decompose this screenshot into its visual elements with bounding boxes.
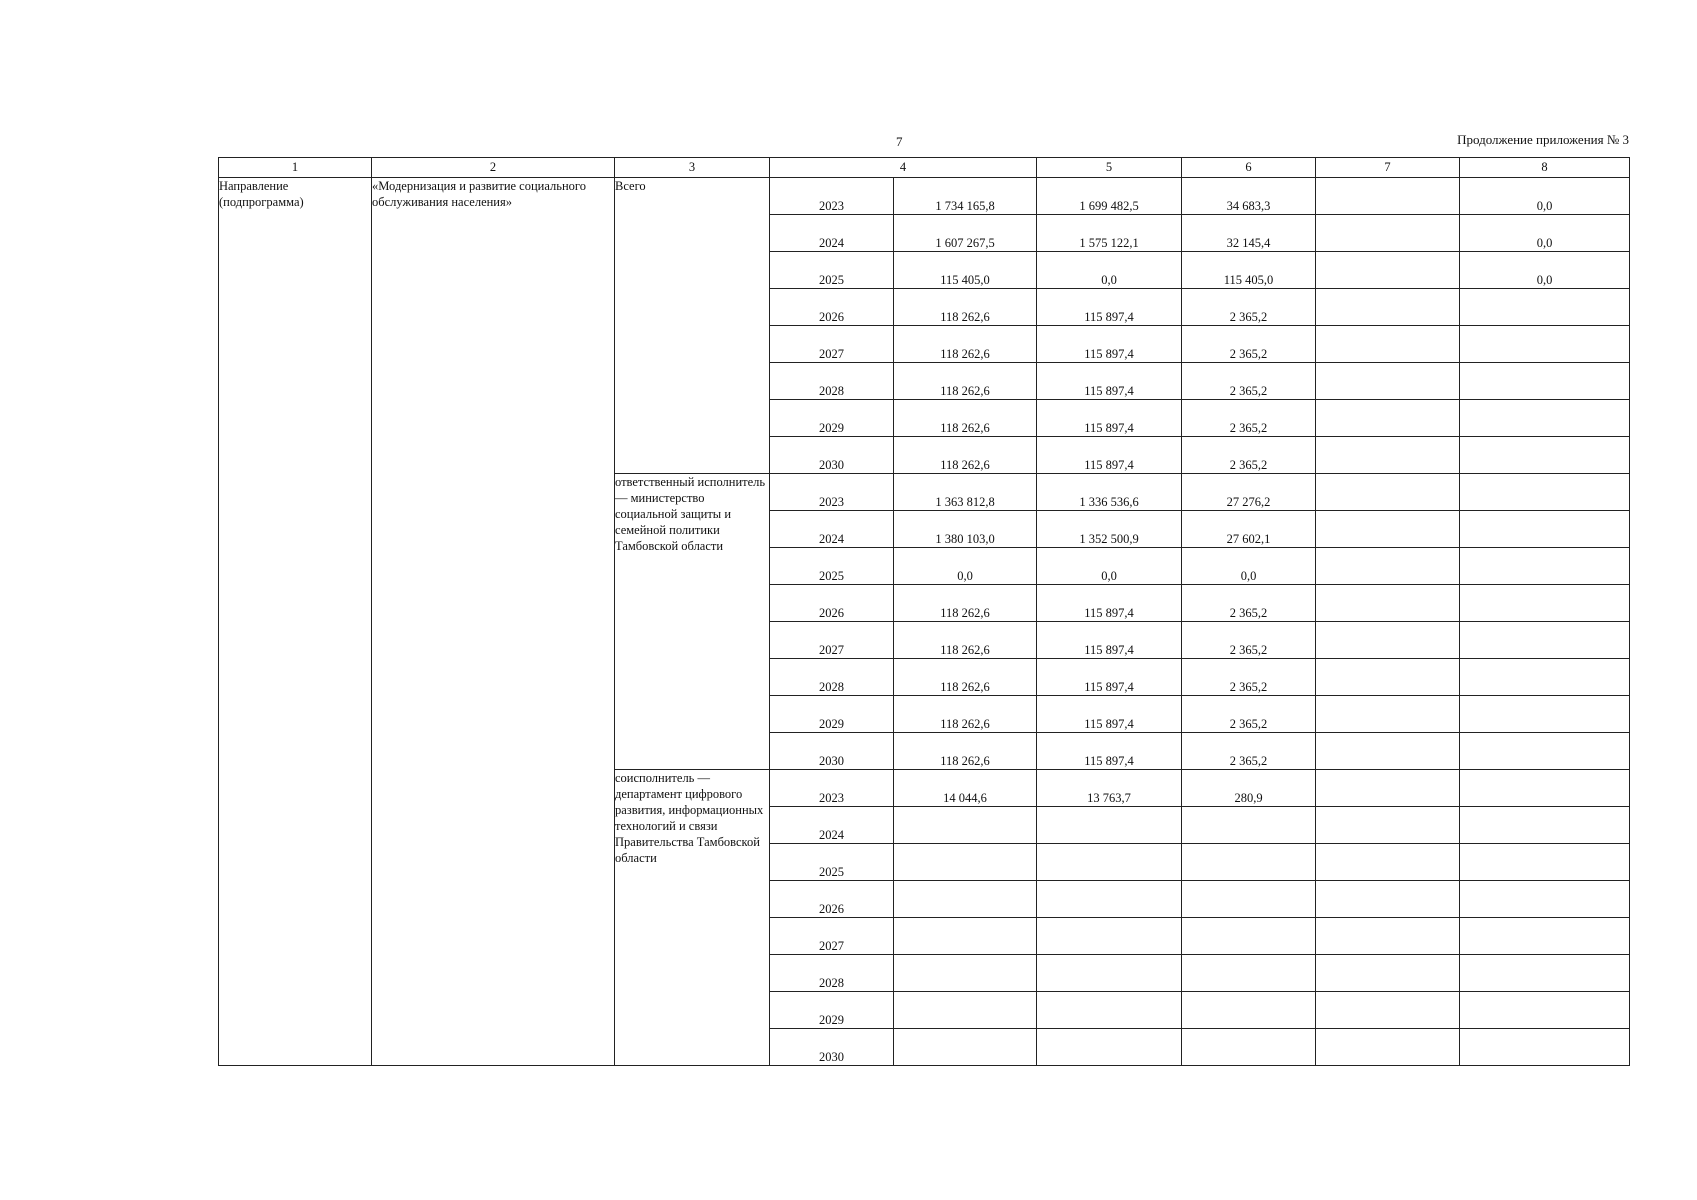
year-cell: 2030 <box>770 733 894 770</box>
col5-amount-cell: 0,0 <box>1037 548 1182 585</box>
total-amount-cell: 1 607 267,5 <box>894 215 1037 252</box>
col7-amount-cell <box>1316 659 1460 696</box>
header-col-6: 6 <box>1182 158 1316 178</box>
col7-amount-cell <box>1316 881 1460 918</box>
table-body <box>219 178 1630 1066</box>
col8-amount-cell <box>1460 1029 1630 1066</box>
total-amount-cell: 118 262,6 <box>894 289 1037 326</box>
col6-amount-cell: 34 683,3 <box>1182 178 1316 215</box>
col5-amount-cell: 1 336 536,6 <box>1037 474 1182 511</box>
col5-amount-cell: 1 575 122,1 <box>1037 215 1182 252</box>
col6-amount-cell <box>1182 955 1316 992</box>
year-cell: 2029 <box>770 400 894 437</box>
col8-amount-cell <box>1460 881 1630 918</box>
total-amount-cell <box>894 992 1037 1029</box>
col5-amount-cell: 13 763,7 <box>1037 770 1182 807</box>
col7-amount-cell <box>1316 807 1460 844</box>
header-row <box>219 158 1630 178</box>
table-row <box>219 178 1630 215</box>
col6-amount-cell <box>1182 1029 1316 1066</box>
col5-amount-cell: 115 897,4 <box>1037 437 1182 474</box>
year-cell: 2024 <box>770 807 894 844</box>
col7-amount-cell <box>1316 918 1460 955</box>
col8-amount-cell <box>1460 400 1630 437</box>
col7-amount-cell <box>1316 955 1460 992</box>
direction-label-cell: Направление (подпрограмма) <box>219 178 372 1066</box>
col6-amount-cell: 2 365,2 <box>1182 696 1316 733</box>
col6-amount-cell: 2 365,2 <box>1182 437 1316 474</box>
col8-amount-cell <box>1460 955 1630 992</box>
year-cell: 2027 <box>770 326 894 363</box>
col7-amount-cell <box>1316 474 1460 511</box>
year-cell: 2023 <box>770 178 894 215</box>
col6-amount-cell: 27 276,2 <box>1182 474 1316 511</box>
col8-amount-cell <box>1460 992 1630 1029</box>
year-cell: 2026 <box>770 881 894 918</box>
page-number: 7 <box>896 134 903 149</box>
year-cell: 2030 <box>770 1029 894 1066</box>
year-cell: 2024 <box>770 215 894 252</box>
year-cell: 2028 <box>770 955 894 992</box>
col5-amount-cell <box>1037 807 1182 844</box>
col6-amount-cell <box>1182 844 1316 881</box>
col6-amount-cell: 2 365,2 <box>1182 585 1316 622</box>
col8-amount-cell <box>1460 733 1630 770</box>
funding-table <box>218 157 1630 1066</box>
total-amount-cell <box>894 918 1037 955</box>
total-amount-cell: 14 044,6 <box>894 770 1037 807</box>
col8-amount-cell <box>1460 844 1630 881</box>
col5-amount-cell <box>1037 918 1182 955</box>
col6-amount-cell: 32 145,4 <box>1182 215 1316 252</box>
year-cell: 2023 <box>770 770 894 807</box>
total-amount-cell: 1 363 812,8 <box>894 474 1037 511</box>
total-amount-cell: 118 262,6 <box>894 363 1037 400</box>
col6-amount-cell: 0,0 <box>1182 548 1316 585</box>
year-cell: 2025 <box>770 844 894 881</box>
total-amount-cell: 1 380 103,0 <box>894 511 1037 548</box>
col7-amount-cell <box>1316 548 1460 585</box>
col5-amount-cell <box>1037 992 1182 1029</box>
col6-amount-cell: 2 365,2 <box>1182 622 1316 659</box>
col6-amount-cell: 2 365,2 <box>1182 400 1316 437</box>
appendix-continuation-note: Продолжение приложения № 3 <box>1457 132 1629 147</box>
col5-amount-cell: 115 897,4 <box>1037 326 1182 363</box>
col8-amount-cell <box>1460 548 1630 585</box>
col8-amount-cell <box>1460 474 1630 511</box>
total-amount-cell: 118 262,6 <box>894 437 1037 474</box>
col7-amount-cell <box>1316 1029 1460 1066</box>
col7-amount-cell <box>1316 622 1460 659</box>
col6-amount-cell: 2 365,2 <box>1182 363 1316 400</box>
total-amount-cell <box>894 844 1037 881</box>
col7-amount-cell <box>1316 585 1460 622</box>
col6-amount-cell <box>1182 918 1316 955</box>
total-amount-cell <box>894 807 1037 844</box>
year-cell: 2024 <box>770 511 894 548</box>
col7-amount-cell <box>1316 696 1460 733</box>
year-cell: 2023 <box>770 474 894 511</box>
col5-amount-cell: 1 352 500,9 <box>1037 511 1182 548</box>
total-amount-cell: 118 262,6 <box>894 400 1037 437</box>
total-amount-cell: 118 262,6 <box>894 733 1037 770</box>
col5-amount-cell <box>1037 1029 1182 1066</box>
col8-amount-cell <box>1460 326 1630 363</box>
col5-amount-cell: 115 897,4 <box>1037 400 1182 437</box>
col7-amount-cell <box>1316 178 1460 215</box>
col5-amount-cell: 115 897,4 <box>1037 622 1182 659</box>
col6-amount-cell <box>1182 992 1316 1029</box>
col7-amount-cell <box>1316 511 1460 548</box>
col7-amount-cell <box>1316 326 1460 363</box>
header-col-7: 7 <box>1316 158 1460 178</box>
total-amount-cell: 115 405,0 <box>894 252 1037 289</box>
col6-amount-cell: 280,9 <box>1182 770 1316 807</box>
col8-amount-cell <box>1460 918 1630 955</box>
year-cell: 2028 <box>770 363 894 400</box>
col8-amount-cell <box>1460 437 1630 474</box>
program-name-cell: «Модернизация и развитие социального обслуживания населения» <box>372 178 615 1066</box>
total-amount-cell: 118 262,6 <box>894 659 1037 696</box>
col5-amount-cell: 1 699 482,5 <box>1037 178 1182 215</box>
col5-amount-cell <box>1037 881 1182 918</box>
col8-amount-cell <box>1460 289 1630 326</box>
col8-amount-cell: 0,0 <box>1460 178 1630 215</box>
participant-label-cell: ответственный исполнитель — министерство социальной защиты и семейной политики Тамбовской области <box>615 474 770 770</box>
col7-amount-cell <box>1316 992 1460 1029</box>
col6-amount-cell: 2 365,2 <box>1182 326 1316 363</box>
total-amount-cell: 118 262,6 <box>894 585 1037 622</box>
year-cell: 2026 <box>770 585 894 622</box>
col8-amount-cell <box>1460 363 1630 400</box>
col5-amount-cell: 115 897,4 <box>1037 733 1182 770</box>
total-amount-cell: 1 734 165,8 <box>894 178 1037 215</box>
year-cell: 2030 <box>770 437 894 474</box>
total-amount-cell: 118 262,6 <box>894 696 1037 733</box>
col7-amount-cell <box>1316 437 1460 474</box>
col5-amount-cell: 115 897,4 <box>1037 696 1182 733</box>
total-amount-cell <box>894 955 1037 992</box>
col6-amount-cell: 115 405,0 <box>1182 252 1316 289</box>
year-cell: 2028 <box>770 659 894 696</box>
col7-amount-cell <box>1316 252 1460 289</box>
header-col-3: 3 <box>615 158 770 178</box>
col6-amount-cell: 2 365,2 <box>1182 659 1316 696</box>
col7-amount-cell <box>1316 363 1460 400</box>
col7-amount-cell <box>1316 289 1460 326</box>
col8-amount-cell: 0,0 <box>1460 215 1630 252</box>
col5-amount-cell: 115 897,4 <box>1037 659 1182 696</box>
col5-amount-cell <box>1037 844 1182 881</box>
col7-amount-cell <box>1316 733 1460 770</box>
col7-amount-cell <box>1316 215 1460 252</box>
col5-amount-cell: 115 897,4 <box>1037 363 1182 400</box>
col6-amount-cell <box>1182 881 1316 918</box>
col8-amount-cell <box>1460 807 1630 844</box>
col6-amount-cell: 2 365,2 <box>1182 733 1316 770</box>
participant-label-cell: Всего <box>615 178 770 474</box>
header-col-5: 5 <box>1037 158 1182 178</box>
header-col-1: 1 <box>219 158 372 178</box>
total-amount-cell: 0,0 <box>894 548 1037 585</box>
col5-amount-cell <box>1037 955 1182 992</box>
col7-amount-cell <box>1316 400 1460 437</box>
participant-label-cell: соисполнитель — департамент цифрового развития, информационных технологий и связи Правительства Тамбовской области <box>615 770 770 1066</box>
col5-amount-cell: 115 897,4 <box>1037 289 1182 326</box>
year-cell: 2029 <box>770 992 894 1029</box>
total-amount-cell: 118 262,6 <box>894 622 1037 659</box>
col6-amount-cell <box>1182 807 1316 844</box>
col8-amount-cell <box>1460 696 1630 733</box>
col6-amount-cell: 27 602,1 <box>1182 511 1316 548</box>
total-amount-cell: 118 262,6 <box>894 326 1037 363</box>
total-amount-cell <box>894 881 1037 918</box>
col8-amount-cell: 0,0 <box>1460 252 1630 289</box>
col6-amount-cell: 2 365,2 <box>1182 289 1316 326</box>
col8-amount-cell <box>1460 511 1630 548</box>
year-cell: 2027 <box>770 918 894 955</box>
col8-amount-cell <box>1460 659 1630 696</box>
col5-amount-cell: 115 897,4 <box>1037 585 1182 622</box>
header-col-8: 8 <box>1460 158 1630 178</box>
year-cell: 2029 <box>770 696 894 733</box>
col5-amount-cell: 0,0 <box>1037 252 1182 289</box>
col7-amount-cell <box>1316 770 1460 807</box>
year-cell: 2025 <box>770 548 894 585</box>
year-cell: 2025 <box>770 252 894 289</box>
col8-amount-cell <box>1460 622 1630 659</box>
year-cell: 2026 <box>770 289 894 326</box>
col8-amount-cell <box>1460 585 1630 622</box>
total-amount-cell <box>894 1029 1037 1066</box>
col8-amount-cell <box>1460 770 1630 807</box>
year-cell: 2027 <box>770 622 894 659</box>
header-col-2: 2 <box>372 158 615 178</box>
col7-amount-cell <box>1316 844 1460 881</box>
header-col-4: 4 <box>770 158 1037 178</box>
